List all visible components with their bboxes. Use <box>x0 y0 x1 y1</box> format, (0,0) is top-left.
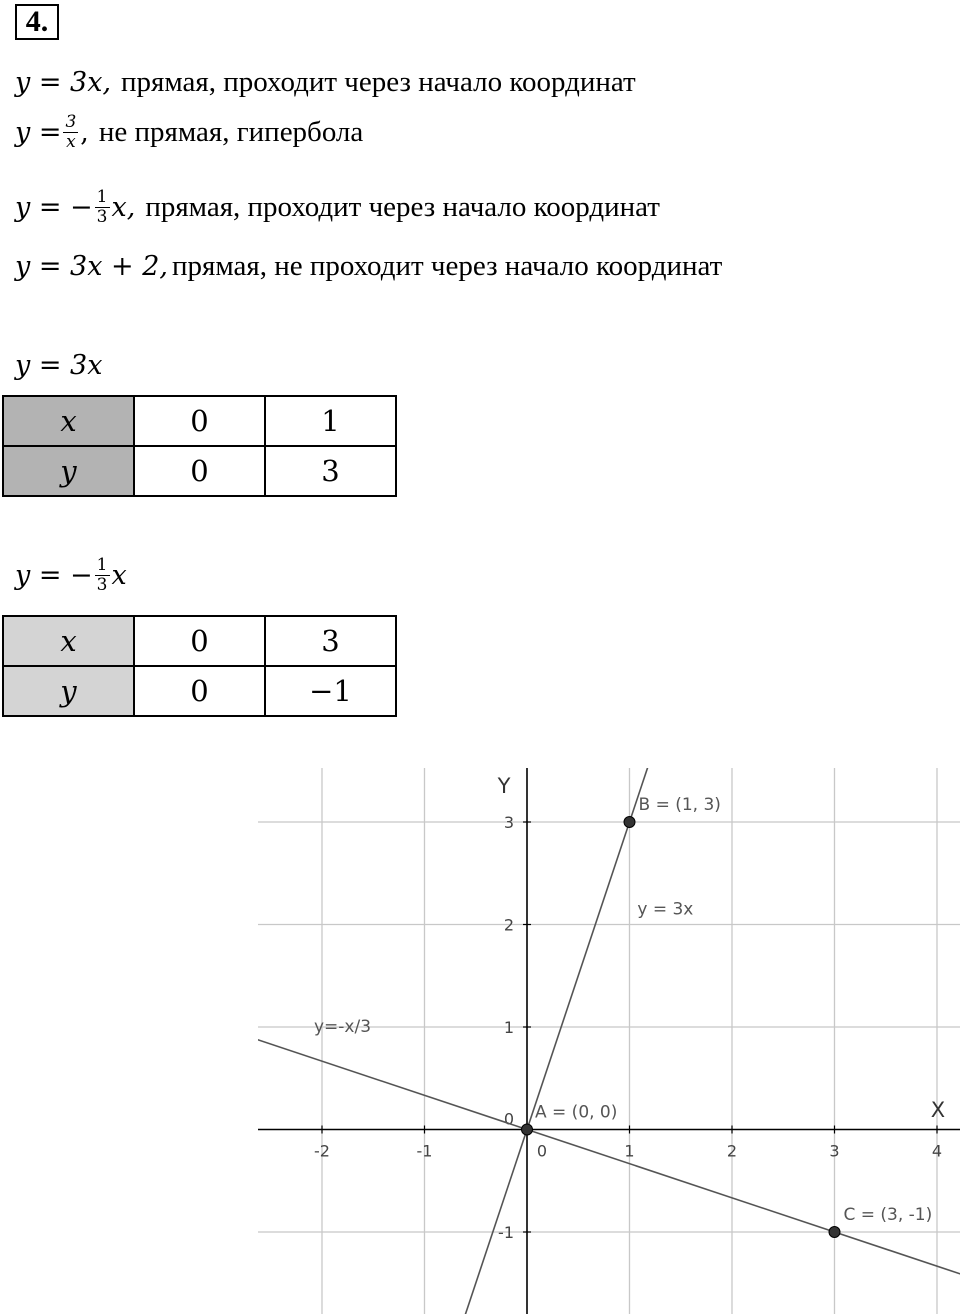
table1-equation: y = 3x <box>15 350 103 381</box>
y-tick-label: 3 <box>503 813 514 832</box>
series-line <box>158 1007 960 1308</box>
equation-4: y = 3x + 2, <box>15 251 168 282</box>
table-cell: −1 <box>265 666 396 716</box>
x-tick-label: -1 <box>416 1141 433 1161</box>
table-cell: 3 <box>265 446 396 496</box>
x-tick-label: 1 <box>624 1141 635 1161</box>
equation-2-post: , <box>80 117 89 148</box>
table-header-cell: y <box>3 666 134 716</box>
x-axis-label: X <box>930 1098 946 1122</box>
fraction-denominator: x <box>66 132 76 152</box>
table-header-cell: y <box>3 446 134 496</box>
fraction-denominator: 3 <box>96 207 108 227</box>
y-tick-label: 1 <box>503 1018 514 1037</box>
table2-equation-post: x <box>111 560 127 591</box>
fraction-denominator: 3 <box>96 575 108 595</box>
equation-1: y = 3x, <box>15 67 112 98</box>
table2-equation-pre: y = − <box>15 560 93 591</box>
table-cell: 1 <box>265 396 396 446</box>
y-tick-label: 0 <box>503 1109 514 1129</box>
fraction-numerator: 3 <box>65 112 77 132</box>
x-tick-label: 4 <box>931 1141 943 1161</box>
table-cell: 0 <box>134 666 265 716</box>
fraction-numerator: 1 <box>96 187 108 207</box>
problem-number: 4. <box>15 4 59 40</box>
description-3: прямая, проходит через начало координат <box>145 191 660 223</box>
data-point <box>829 1227 840 1238</box>
x-tick-label: 0 <box>536 1141 548 1161</box>
series-label: y=-x/3 <box>313 1017 372 1038</box>
equation-3-pre: y = − <box>15 192 93 223</box>
table-cell: 3 <box>265 616 396 666</box>
equation-3-post: x, <box>111 192 136 223</box>
point-label: A = (0, 0) <box>535 1102 618 1123</box>
table-header-cell: x <box>3 616 134 666</box>
description-1: прямая, проходит через начало координат <box>121 66 636 98</box>
series-label: y = 3x <box>637 899 694 920</box>
description-2: не прямая, гипербола <box>98 116 364 148</box>
y-axis-label: Y <box>497 774 511 798</box>
y-tick-label: -1 <box>498 1223 514 1242</box>
fraction-numerator: 1 <box>96 555 108 575</box>
x-tick-label: 3 <box>829 1141 840 1161</box>
table-cell: 0 <box>134 446 265 496</box>
equation-2-pre: y = <box>15 117 62 148</box>
point-label: B = (1, 3) <box>638 795 721 815</box>
data-point <box>522 1124 533 1135</box>
x-tick-label: -2 <box>314 1141 330 1161</box>
point-label: C = (3, -1) <box>843 1205 933 1225</box>
table-cell: 0 <box>134 396 265 446</box>
x-tick-label: 2 <box>726 1141 738 1161</box>
table-header-cell: x <box>3 396 134 446</box>
table-cell: 0 <box>134 616 265 666</box>
description-4: прямая, не проходит через начало координат <box>172 250 723 282</box>
data-point <box>624 817 635 828</box>
y-tick-label: 2 <box>503 915 514 935</box>
